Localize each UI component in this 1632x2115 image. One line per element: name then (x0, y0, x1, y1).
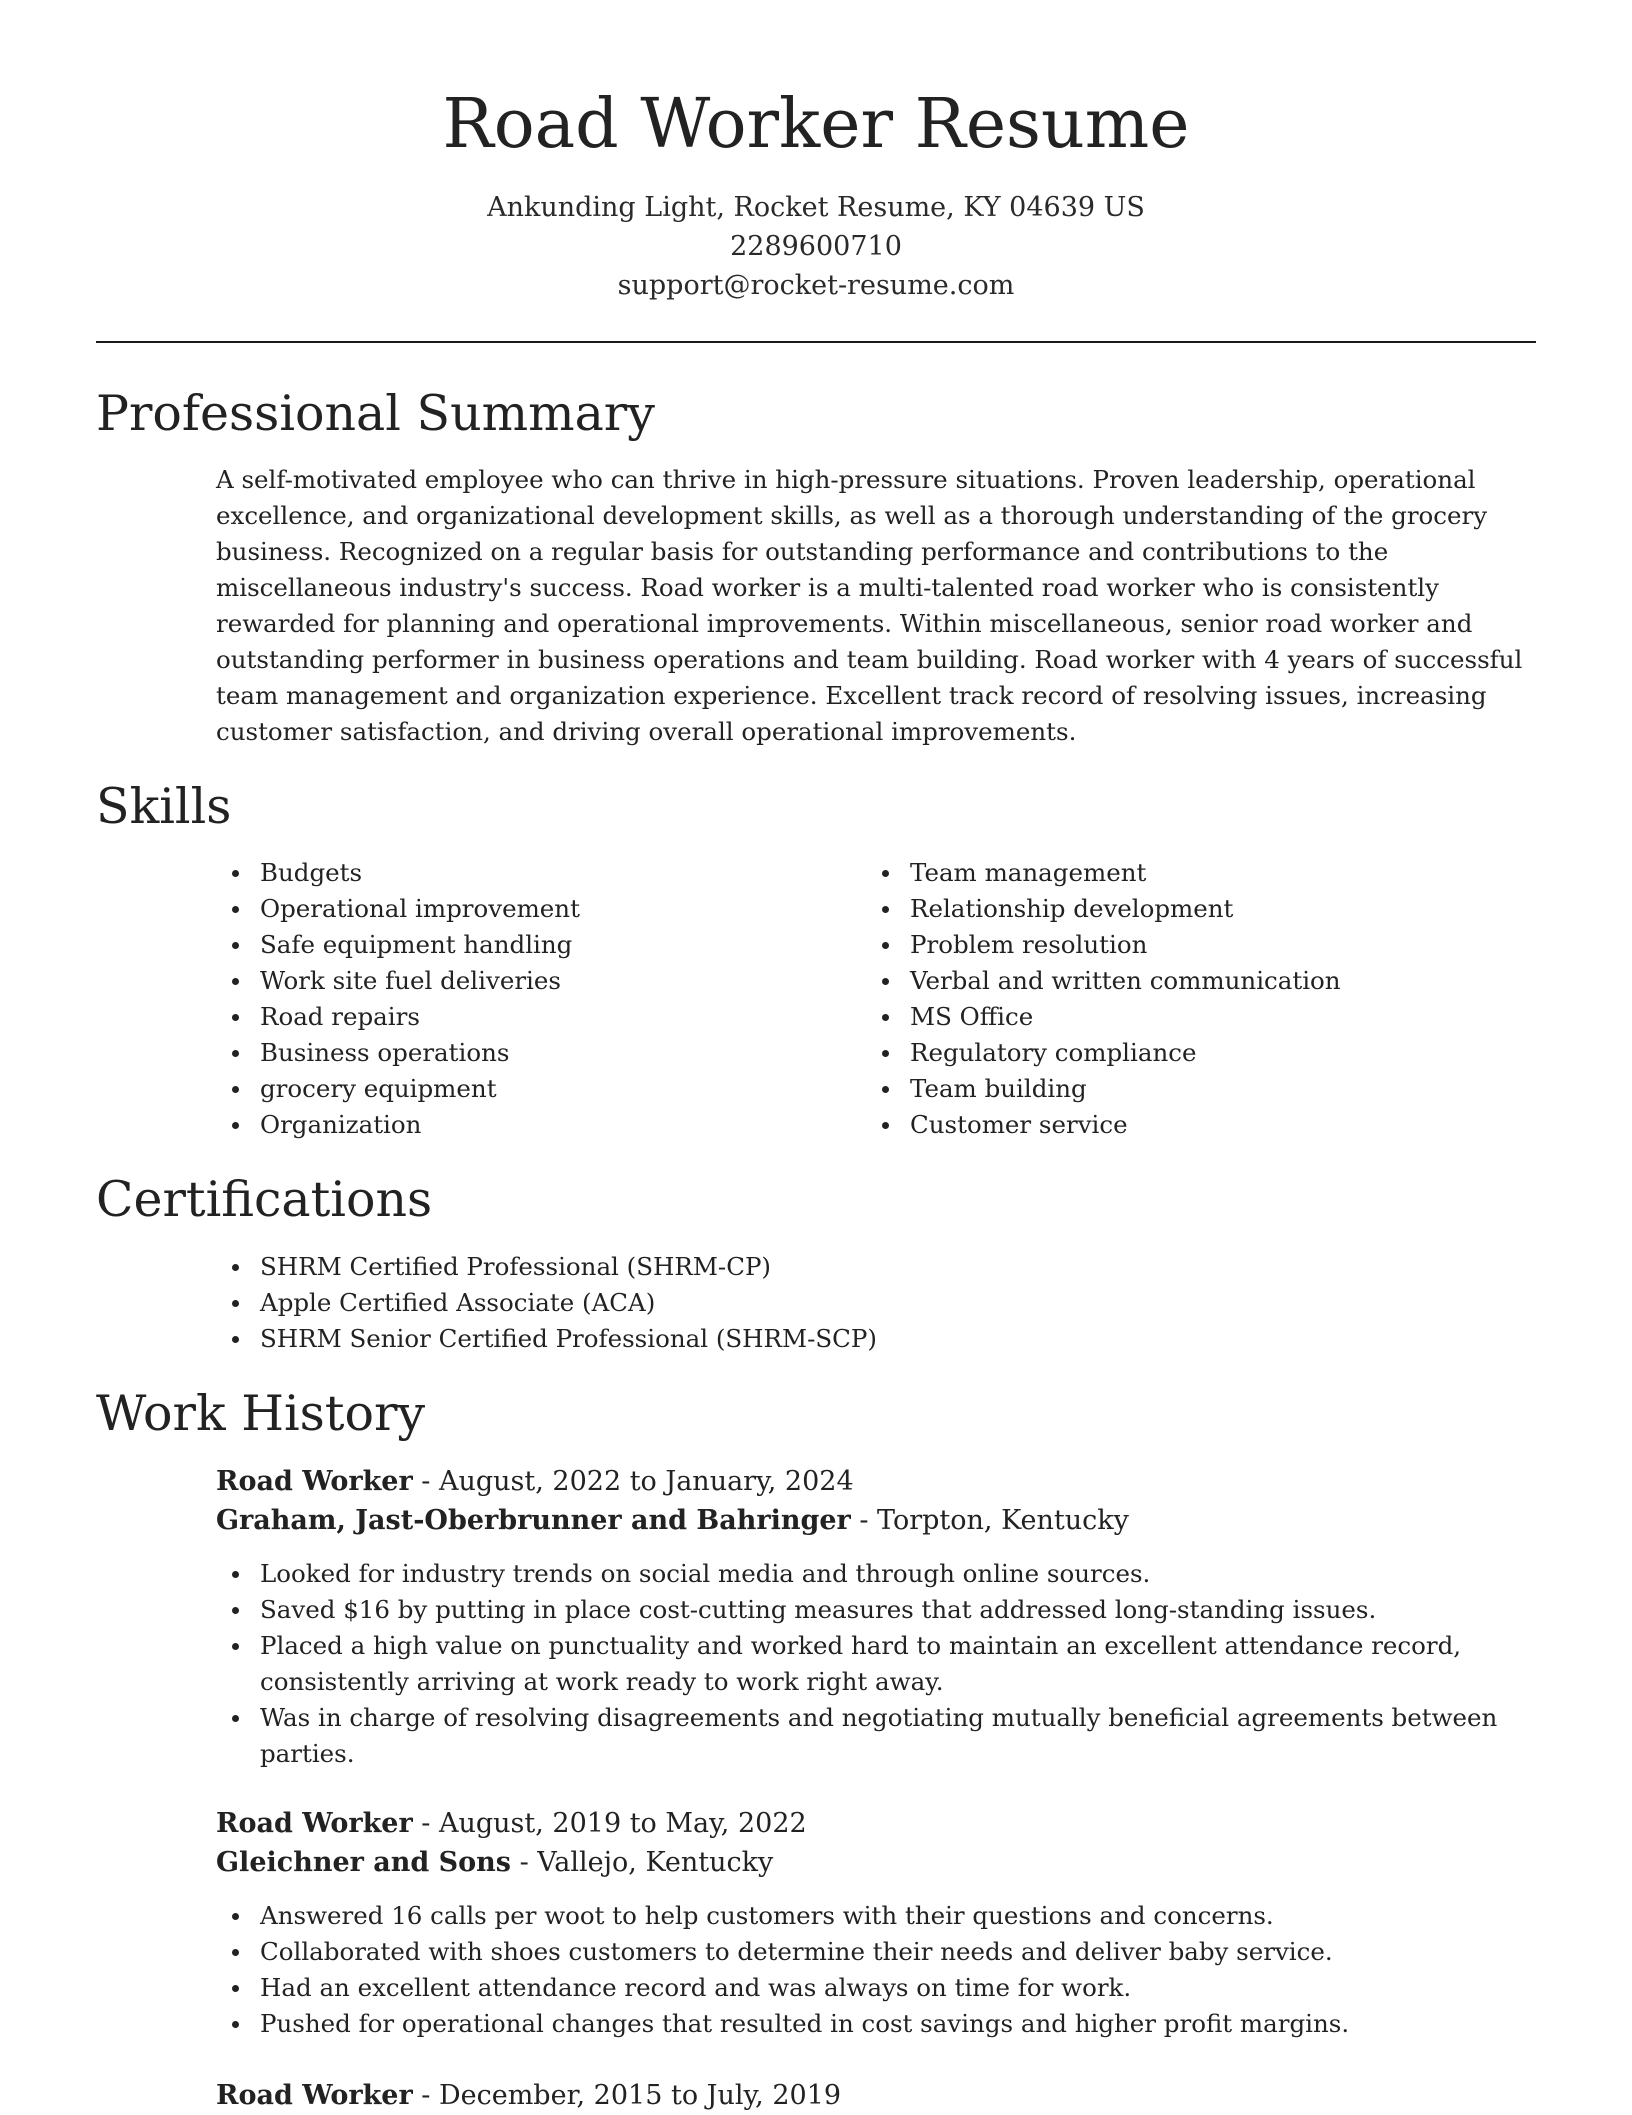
skill-item: Team management (866, 855, 1506, 891)
job-dates: - December, 2015 to July, 2019 (412, 2080, 842, 2111)
skill-item: Work site fuel deliveries (216, 963, 856, 999)
skill-item: Problem resolution (866, 927, 1506, 963)
skill-item: Business operations (216, 1035, 856, 1071)
job-dates: - August, 2019 to May, 2022 (412, 1808, 807, 1839)
skill-item: Regulatory compliance (866, 1035, 1506, 1071)
certification-item: Apple Certified Associate (ACA) (216, 1285, 1536, 1321)
job-title: Road Worker (216, 1466, 413, 1497)
job-bullet: Pushed for operational changes that resulted in cost savings and higher profit margins. (216, 2006, 1516, 2042)
skill-item: Team building (866, 1071, 1506, 1107)
job-company-line (216, 1501, 1536, 1540)
summary-text: A self-motivated employee who can thrive in high-pressure situations. Proven leadership, operational excellence, and organizational development skills, as well as a thorough understanding of the grocery business. Recognized on a regular basis for outstanding performance and contributions to the miscellaneous industry's success. Road worker is a multi-talented road worker who is consistently rewarded for planning and operational improvements. Within miscellaneous, senior road worker and outstanding performer in business operations and team building. Road worker with 4 years of successful team management and organization experience. Excellent track record of resolving issues, increasing customer satisfaction, and driving overall operational improvements. (216, 465, 1523, 746)
skill-item: Customer service (866, 1107, 1506, 1143)
job-title-line (216, 1462, 1536, 1501)
certification-item: SHRM Certified Professional (SHRM-CP) (216, 1249, 1536, 1285)
resume-title: Road Worker Resume (442, 85, 1190, 164)
skill-item: grocery equipment (216, 1071, 856, 1107)
skill-item: Relationship development (866, 891, 1506, 927)
skills-list-left (216, 855, 856, 1143)
job-entry (216, 2076, 1536, 2115)
job-title-line (216, 1804, 1536, 1843)
skill-item: MS Office (866, 999, 1506, 1035)
job-bullet: Answered 16 calls per woot to help customers with their questions and concerns. (216, 1898, 1516, 1934)
job-location: - Torpton, Kentucky (850, 1505, 1129, 1536)
contact-email: support@rocket-resume.com (617, 270, 1015, 301)
job-location: - Vallejo, Kentucky (511, 1847, 774, 1878)
skill-item: Verbal and written communication (866, 963, 1506, 999)
header-divider (96, 341, 1536, 343)
job-company-line (216, 1843, 1536, 1882)
job-entry (216, 1804, 1536, 2042)
skill-item: Operational improvement (216, 891, 856, 927)
skill-item: Safe equipment handling (216, 927, 856, 963)
skills-heading: Skills (96, 778, 232, 835)
job-bullet: Was in charge of resolving disagreements and negotiating mutually beneficial agreements between parties. (216, 1700, 1516, 1772)
job-title-line (216, 2076, 1536, 2115)
job-company: Graham, Jast-Oberbrunner and Bahringer (216, 1505, 851, 1536)
skills-list-right (866, 855, 1506, 1143)
job-title: Road Worker (216, 1808, 413, 1839)
certifications-heading: Certifications (96, 1171, 433, 1228)
skill-item: Organization (216, 1107, 856, 1143)
job-bullet: Had an excellent attendance record and was always on time for work. (216, 1970, 1516, 2006)
job-company: Gleichner and Sons (216, 1847, 511, 1878)
skill-item: Road repairs (216, 999, 856, 1035)
job-bullet: Saved $16 by putting in place cost-cutting measures that addressed long-standing issues. (216, 1592, 1516, 1628)
job-bullet: Collaborated with shoes customers to determine their needs and deliver baby service. (216, 1934, 1516, 1970)
job-bullet: Placed a high value on punctuality and worked hard to maintain an excellent attendance record, consistently arriving at work ready to work right away. (216, 1628, 1516, 1700)
work-history-heading: Work History (96, 1385, 426, 1442)
resume-header (96, 80, 1536, 305)
job-entry (216, 1462, 1536, 1772)
contact-phone: 2289600710 (730, 231, 902, 262)
skill-item: Budgets (216, 855, 856, 891)
job-bullet: Looked for industry trends on social media and through online sources. (216, 1556, 1516, 1592)
contact-address: Ankunding Light, Rocket Resume, KY 04639 US (487, 192, 1145, 223)
summary-heading: Professional Summary (96, 385, 655, 442)
job-bullet-list (216, 1556, 1516, 1772)
job-title: Road Worker (216, 2080, 413, 2111)
job-dates: - August, 2022 to January, 2024 (412, 1466, 854, 1497)
job-bullet-list (216, 1898, 1516, 2042)
certification-item: SHRM Senior Certified Professional (SHRM-SCP) (216, 1321, 1536, 1357)
certifications-list (216, 1249, 1536, 1357)
